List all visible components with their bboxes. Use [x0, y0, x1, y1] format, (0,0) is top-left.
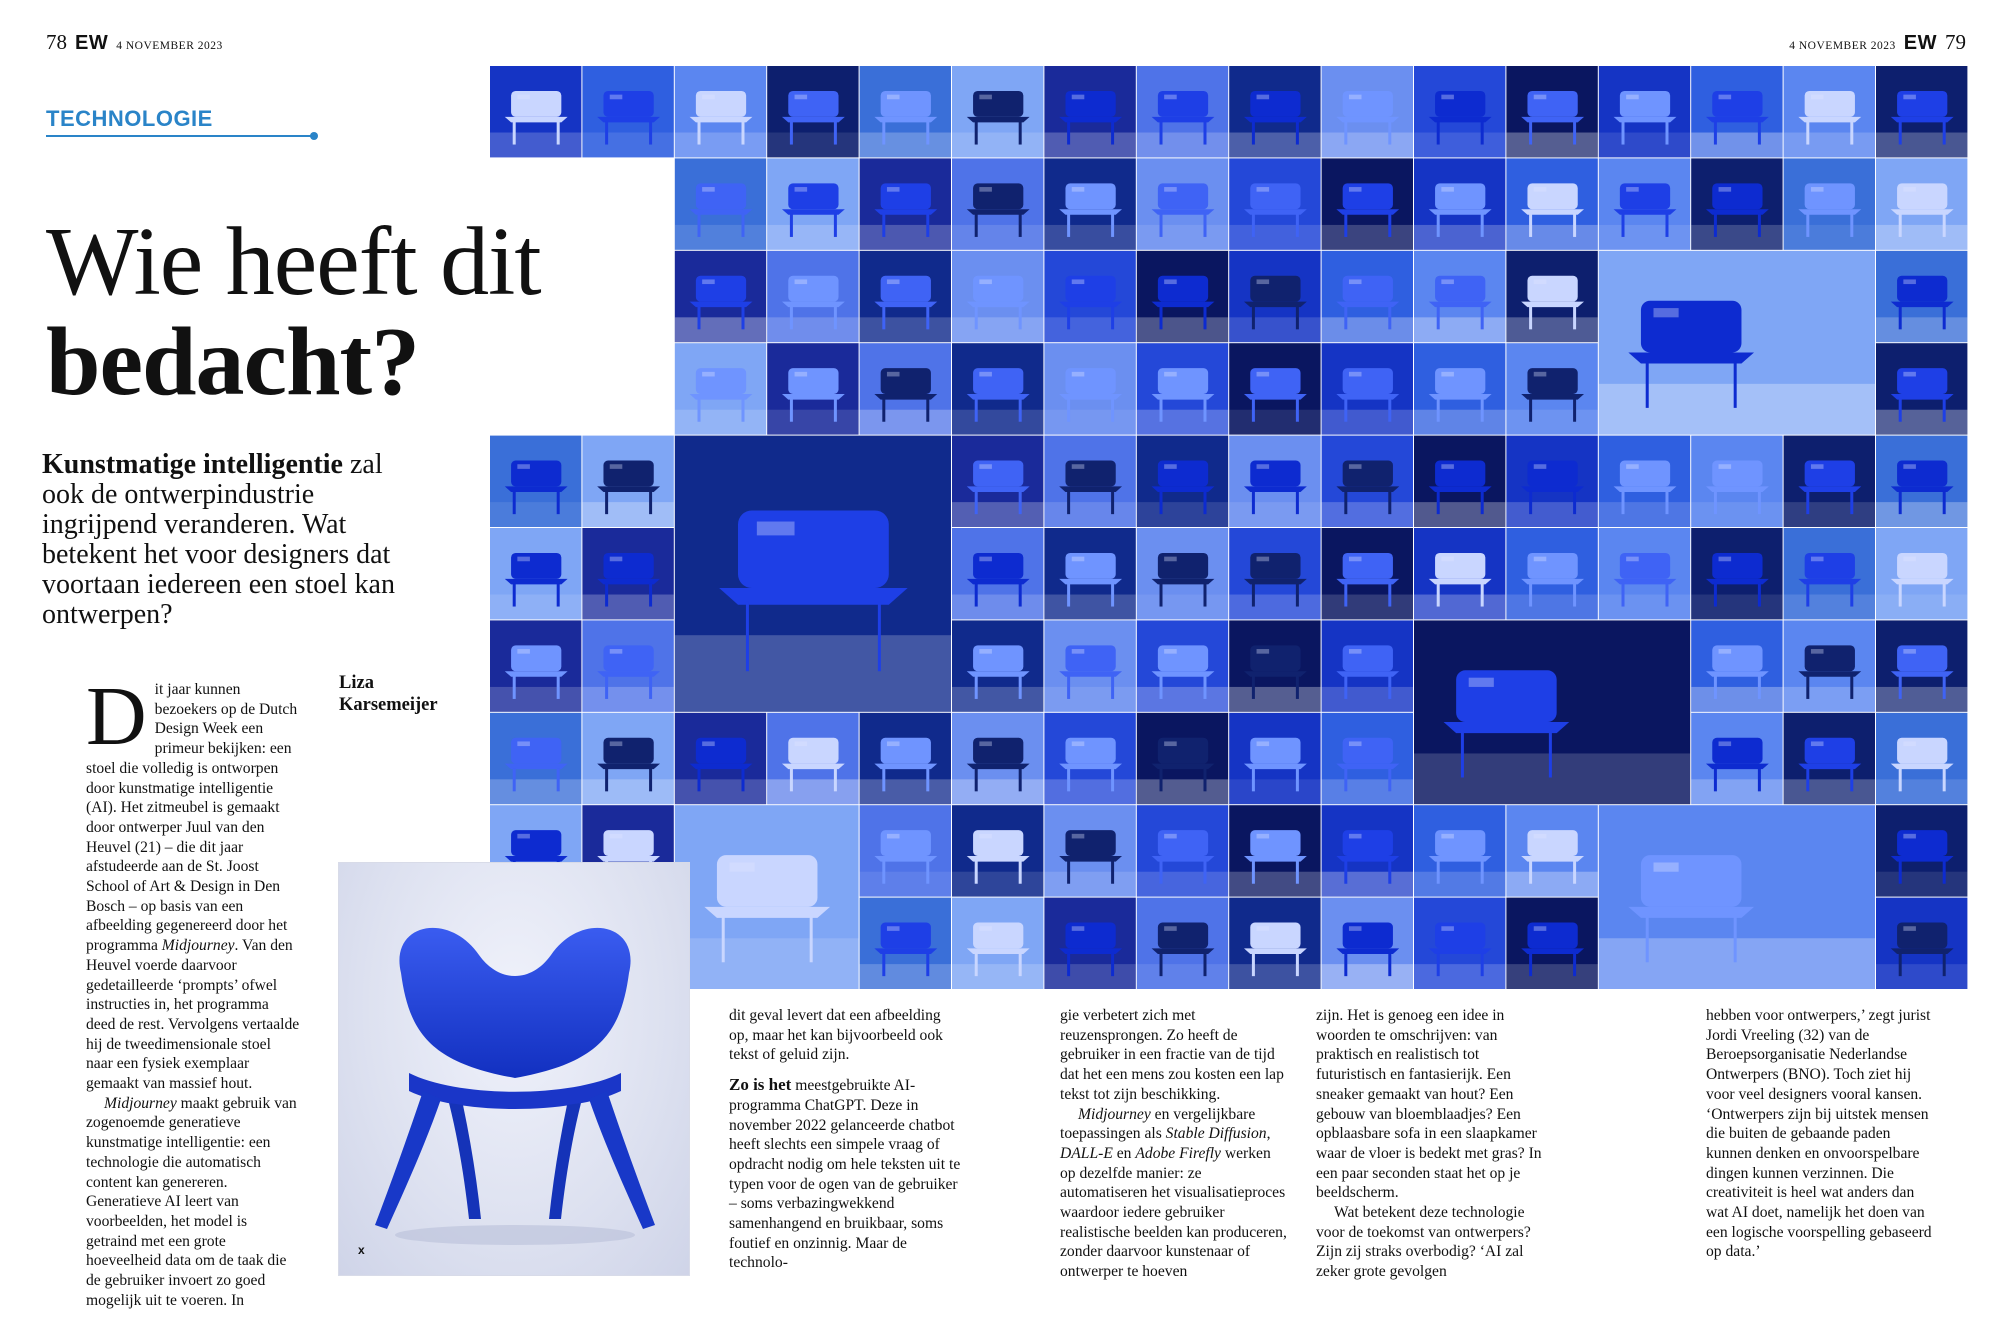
chair-tile — [1876, 66, 1967, 157]
col2-p1: dit geval levert dat een afbeelding op, maar het kan bijvoorbeeld ook tekst of geluid zijn. — [729, 1007, 943, 1064]
article-column-2 — [729, 1006, 961, 1273]
chair-tile — [860, 713, 951, 804]
col5-p1: hebben voor ontwerpers,’ zegt jurist Jordi Vreeling (32) van de Beroepsorganisatie Nederlandse Ontwerpers (BNO). Toch ziet hij voor veel designers vooral kansen. ‘Ontwerpers zijn bij uitstek mensen die buiten de gebaande paden kunnen denken en onvoorspelbare dingen kunnen verzinnen. Die creativiteit is heel wat anders dan wat AI doet, namelijk het doen van een logische voorspelling gebaseerd op data.’ — [1706, 1007, 1932, 1261]
page-number-left: 78 — [46, 30, 67, 54]
chair-tile — [952, 620, 1043, 711]
chair-tile — [490, 436, 581, 527]
page-number-right: 79 — [1945, 30, 1966, 54]
chair-tile — [1876, 343, 1967, 434]
chair-tile — [490, 528, 581, 619]
chair-tile — [1137, 251, 1228, 342]
chair-tile — [1044, 66, 1135, 157]
chair-tile — [1784, 66, 1875, 157]
magazine-logo-right: EW — [1903, 32, 1937, 54]
chair-tile — [1322, 528, 1413, 619]
article-column-3 — [1060, 1006, 1288, 1282]
chair-tile — [1044, 898, 1135, 989]
chair-photo — [338, 862, 690, 1276]
chair-tile — [675, 805, 859, 989]
col3-p2a: en vergelijkbare toepassingen als — [1060, 1105, 1256, 1143]
chair-tile — [1691, 66, 1782, 157]
chair-tile — [1876, 436, 1967, 527]
chair-tile — [1876, 251, 1967, 342]
chair-tile — [1044, 805, 1135, 896]
chair-tile — [1506, 66, 1597, 157]
chair-tile — [1414, 620, 1690, 804]
chair-tile — [767, 251, 858, 342]
chair-tile — [1229, 66, 1320, 157]
chair-tile — [1137, 805, 1228, 896]
chair-tile — [1044, 343, 1135, 434]
chair-tile — [860, 805, 951, 896]
col3-em1: Midjourney — [1078, 1105, 1151, 1123]
chair-tile — [1414, 158, 1505, 249]
chair-tile — [582, 66, 673, 157]
chair-tile — [860, 251, 951, 342]
chair-tile — [1784, 620, 1875, 711]
chair-tile — [1229, 251, 1320, 342]
byline-last: Karsemeijer — [339, 695, 438, 715]
chair-tile — [1784, 528, 1875, 619]
chair-tile — [1876, 620, 1967, 711]
chair-tile — [582, 620, 673, 711]
blue-chair-illustration — [339, 863, 691, 1277]
chair-tile — [1784, 158, 1875, 249]
chair-tile — [767, 713, 858, 804]
chair-tile — [1322, 805, 1413, 896]
article-column-1 — [86, 670, 301, 1311]
article-column-5 — [1706, 1006, 1936, 1262]
chair-tile — [1322, 66, 1413, 157]
col3-em2: Stable Diffusion — [1165, 1125, 1267, 1143]
chair-tile — [1322, 251, 1413, 342]
chair-tile — [1137, 620, 1228, 711]
chair-tile — [860, 66, 951, 157]
intro-rest: zal ook de ontwerpindustrie ingrijpend veranderen. Wat betekent het voor designers dat voortaan iedereen een stoel kan ontwerpen? — [42, 449, 395, 630]
col1-p2: maakt gebruik van zogenoemde generatieve kunstmatige intelligentie: een technologie die automatisch content kan genereren. Generatieve AI leert van voorbeelden, het model is getraind met een grote hoeveelheid data om de taak die de gebruiker invoert zo goed mogelijk uit te voeren. In — [86, 1094, 297, 1309]
chair-tile — [1322, 713, 1413, 804]
chair-tile — [1137, 343, 1228, 434]
chair-tile — [1599, 436, 1690, 527]
chair-tile — [1876, 158, 1967, 249]
col3-em3: DALL-E — [1060, 1144, 1113, 1162]
chair-tile — [1044, 620, 1135, 711]
chair-tile — [1876, 528, 1967, 619]
chair-tile — [1691, 528, 1782, 619]
chair-tile — [675, 436, 951, 712]
chair-tile — [675, 251, 766, 342]
chair-tile — [1599, 528, 1690, 619]
col1-p1: it jaar kunnen bezoekers op de Dutch Design Week een primeur bekijken: een stoel die volledig is ontworpen door kunstmatige intelligentie (AI). Het zitmeubel is gemaakt door ontwerper Juul van den Heuvel (21) – die dit jaar afstudeerde aan de St. Joost School of Art & Design in Den Bosch – op basis van een afbeelding gegenereerd door het programma — [86, 681, 298, 955]
chair-tile — [952, 66, 1043, 157]
chair-tile — [675, 158, 766, 249]
chair-tile — [1044, 713, 1135, 804]
chair-tile — [952, 805, 1043, 896]
chair-tile — [1322, 898, 1413, 989]
byline-first: Liza — [339, 673, 374, 693]
byline — [339, 672, 438, 716]
col1-p2-em: Midjourney — [104, 1094, 177, 1112]
chair-tile — [1599, 805, 1875, 989]
chair-tile — [1784, 713, 1875, 804]
chair-tile — [1414, 436, 1505, 527]
headline-line-2: bedacht? — [46, 308, 420, 416]
col3-p2b: , — [1266, 1125, 1271, 1143]
chair-tile — [1506, 898, 1597, 989]
chair-tile — [1506, 251, 1597, 342]
chair-tile — [1044, 528, 1135, 619]
issue-date-right: 4 NOVEMBER 2023 — [1789, 40, 1896, 52]
chair-tile — [1229, 713, 1320, 804]
chair-tile — [1414, 528, 1505, 619]
intro-paragraph — [42, 450, 427, 630]
col4-p1: zijn. Het is genoeg een idee in woorden te omschrijven: van praktisch en realistisch tot futuristisch en fantasierijk. Een sneaker gemaakt van hout? Een gebouw van bloemblaadjes? Een opblaasbare sofa in een slaapkamer waar de vloer is bedekt met gras? In een paar seconden staat het op je beeldscherm. — [1316, 1007, 1542, 1202]
article-column-4 — [1316, 1006, 1546, 1282]
col2-lead: Zo is het — [729, 1075, 792, 1095]
section-rule — [46, 135, 314, 137]
chair-tile — [1506, 528, 1597, 619]
chair-tile — [1137, 66, 1228, 157]
col1-p1-em: Midjourney — [161, 937, 235, 955]
chair-tile — [952, 251, 1043, 342]
headline-line-1: Wie heeft dit — [46, 208, 541, 316]
col3-p2d: werken op dezelfde manier: ze automatiseren het visualisatieproces waardoor iedere gebruiker realistische beelden kan produceren, zonder daarvoor kunstenaar of ontwerper te hoeven — [1060, 1144, 1287, 1281]
chair-tile — [860, 158, 951, 249]
chair-tile — [1414, 898, 1505, 989]
col1-p1-end: . Van den Heuvel voerde daarvoor gedetailleerde ‘prompts’ ofwel instructies in, het programma deed de rest. Vervolgens vertaalde hij de tweedimensionale stoel naar een fysiek exemplaar gemaakt van massief hout. — [86, 937, 300, 1093]
section-label: TECHNOLOGIE — [46, 106, 213, 131]
col3-p1: gie verbetert zich met reuzensprongen. Zo heeft de gebruiker in een fractie van de tijd dat het een mens zou kosten een lap tekst tot zijn beschikking. — [1060, 1007, 1284, 1103]
chair-tile — [1599, 251, 1875, 435]
chair-tile — [582, 528, 673, 619]
chair-tile — [767, 343, 858, 434]
chair-tile — [1229, 158, 1320, 249]
chair-tile — [1229, 343, 1320, 434]
chair-tile — [1044, 436, 1135, 527]
col4-p2: Wat betekent deze technologie voor de toekomst van ontwerpers? Zijn zij straks overbodig? ‘AI zal zeker grote gevolgen — [1316, 1204, 1531, 1281]
chair-tile — [952, 713, 1043, 804]
chair-tile — [1876, 713, 1967, 804]
issue-date-left: 4 NOVEMBER 2023 — [116, 40, 223, 52]
chair-tile — [952, 343, 1043, 434]
chair-tile — [1506, 805, 1597, 896]
chair-tile — [1322, 343, 1413, 434]
chair-tile — [767, 66, 858, 157]
col3-em4: Adobe Firefly — [1135, 1144, 1221, 1162]
chair-tile — [1044, 251, 1135, 342]
drop-cap: D — [86, 670, 147, 763]
chair-tile — [860, 898, 951, 989]
chair-tile — [1414, 805, 1505, 896]
chair-tile — [1229, 805, 1320, 896]
chair-tile — [952, 898, 1043, 989]
chair-tile — [952, 158, 1043, 249]
chair-tile — [675, 343, 766, 434]
chair-tile — [490, 713, 581, 804]
chair-tile — [1322, 158, 1413, 249]
chair-tile — [1137, 898, 1228, 989]
chair-tile — [1137, 436, 1228, 527]
chair-tile — [675, 713, 766, 804]
chair-tile — [1414, 66, 1505, 157]
chair-tile — [1137, 713, 1228, 804]
chair-tile — [1599, 66, 1690, 157]
chair-tile — [582, 436, 673, 527]
chair-tile — [1599, 158, 1690, 249]
chair-tile — [1229, 620, 1320, 711]
chair-tile — [1691, 620, 1782, 711]
chair-tile — [767, 158, 858, 249]
chair-tile — [1322, 620, 1413, 711]
chair-tile — [675, 66, 766, 157]
section-dot — [310, 132, 318, 140]
chair-tile — [1414, 251, 1505, 342]
chair-tile — [1414, 343, 1505, 434]
folio-right — [1789, 30, 1966, 55]
intro-bold: Kunstmatige intelligentie — [42, 449, 343, 480]
chair-tile — [1506, 436, 1597, 527]
chair-tile — [1322, 436, 1413, 527]
chair-tile — [1784, 436, 1875, 527]
col2-p2: meestgebruikte AI-programma ChatGPT. Deze in november 2022 gelanceerde chatbot heeft slechts een simpele vraag of opdracht nodig om hele teksten uit te typen voor de ogen van de gebruiker – soms verbazingwekkend samenhangend en bruikbaar, soms foutief en onzinnig. Maar de technolo- — [729, 1077, 961, 1272]
chair-tile — [1691, 713, 1782, 804]
chair-tile — [1229, 528, 1320, 619]
chair-tile — [1229, 436, 1320, 527]
chair-tile — [1691, 158, 1782, 249]
folio-left — [46, 30, 223, 55]
chair-tile — [860, 343, 951, 434]
chair-tile — [1876, 898, 1967, 989]
col3-p2c: en — [1112, 1144, 1136, 1162]
chair-tile — [952, 528, 1043, 619]
chair-tile — [490, 66, 581, 157]
chair-tile — [952, 436, 1043, 527]
chair-tile — [1044, 158, 1135, 249]
chair-tile — [582, 713, 673, 804]
chair-tile — [1506, 158, 1597, 249]
chair-tile — [490, 620, 581, 711]
chair-tile — [1691, 436, 1782, 527]
chair-tile — [1506, 343, 1597, 434]
magazine-logo: EW — [75, 32, 109, 54]
chair-tile — [1137, 158, 1228, 249]
chair-tile — [1229, 898, 1320, 989]
photo-caption-mark: x — [358, 1243, 365, 1257]
chair-tile — [1876, 805, 1967, 896]
chair-tile — [1137, 528, 1228, 619]
headline — [46, 208, 541, 416]
